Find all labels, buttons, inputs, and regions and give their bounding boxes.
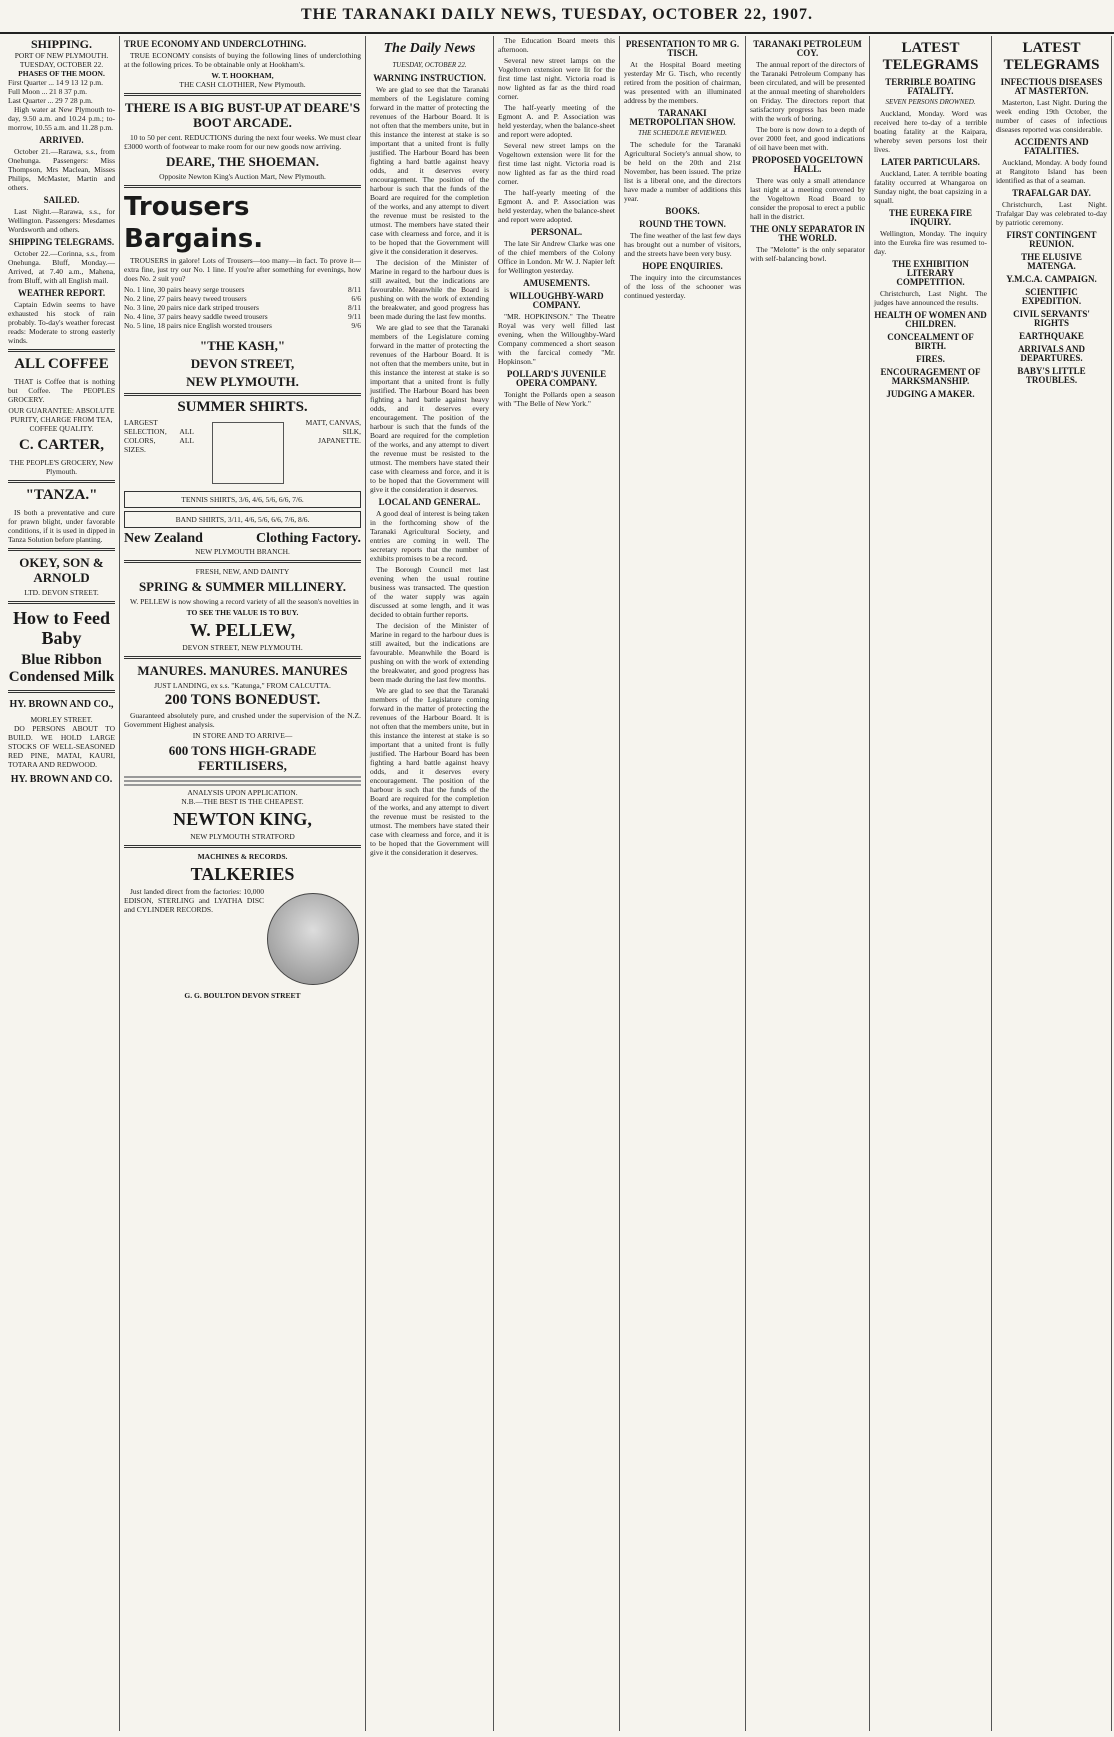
hope-text: The inquiry into the circumstances of the loss of the schooner was continued yesterday. <box>624 273 741 300</box>
boating-sub: SEVEN PERSONS DROWNED. <box>885 98 976 106</box>
moon-1: First Quarter ... 14 9 13 12 p.m. <box>8 78 103 87</box>
matenga-heading: THE ELUSIVE MATENGA. <box>1021 252 1082 271</box>
tanza-heading: "TANZA." <box>25 487 98 503</box>
summer-right: MATT, CANVAS, SILK, JAPANETTE. <box>305 418 361 445</box>
boating-heading: TERRIBLE BOATING FATALITY. <box>885 77 976 96</box>
editorial-heading: WARNING INSTRUCTION. <box>373 73 486 83</box>
books-heading: BOOKS. <box>665 206 700 216</box>
analysis-text: ANALYSIS UPON APPLICATION. <box>187 788 298 797</box>
earthquake-heading: EARTHQUAKE <box>1019 331 1084 341</box>
weather-text: Captain Edwin seems to have exhausted his stock of rain probably. To-day's weather forecast reads: Moderate to strong easterly winds. <box>8 300 115 345</box>
show-text: The schedule for the Taranaki Agricultural Society's annual show, to be held on the 20th and 21st November, has been issued. The prize list is a liberal one, and the directors have made a number of additions this year. <box>624 140 741 203</box>
editorial-p1-repeat: We are glad to see that the Taranaki members of the Legislature coming forward in the matter of protecting the revenues of the Harbour Board. It is not often that the members unite, but in this instance the interest at stake is so important that a united front is fully justified. The Harbour Board has been fighting a hard battle against heavy odds, and it deserves every encouragement. The position of the harbour is such that the funds of the Board are required for the completion of the works, and any attempt to divert the revenue must be resisted to the utmost. The members have stated their case with clearness and force, and it is to be hoped that the Government will give it the consideration it deserves. <box>370 323 489 494</box>
summer-heading: SUMMER SHIRTS. <box>177 399 308 415</box>
divider <box>8 601 115 604</box>
price-row <box>124 321 361 330</box>
pollard-text: Tonight the Pollards open a season with "The Belle of New York." <box>498 390 615 408</box>
kash-name: "THE KASH," <box>199 338 286 353</box>
judging-heading: JUDGING A MAKER. <box>886 389 975 399</box>
arrive-text: IN STORE AND TO ARRIVE— <box>192 731 293 740</box>
pollard-heading: POLLARD'S JUVENILE OPERA COMPANY. <box>506 369 607 388</box>
price-row <box>124 294 361 303</box>
coffee-heading: ALL COFFEE <box>14 356 109 372</box>
pellew-name: W. PELLEW, <box>189 620 296 640</box>
port-line: PORT OF NEW PLYMOUTH. <box>14 51 109 60</box>
show-heading: TARANAKI METROPOLITAN SHOW. <box>629 108 736 127</box>
local-p4: We are glad to see that the Taranaki members of the Legislature coming forward in the matter of protecting the revenues of the Harbour Board. It is not often that the members unite, but in this instance the interest at stake is so important that a united front is fully justified. The Harbour Board has been fighting a hard battle against heavy odds, and it deserves every encouragement. The position of the harbour is such that the funds of the Board are required for the completion of the works, and any attempt to divert the revenue must be resisted to the utmost. The members have stated their case with clearness and force, and it is to be hoped that the Government will give it the consideration it deserves. <box>370 686 489 857</box>
exhibition-heading: THE EXHIBITION LITERARY COMPETITION. <box>892 259 969 287</box>
divider <box>8 480 115 483</box>
local-p3: The decision of the Minister of Marine in regard to the harbour dues is still awaited, but the indications are favourable. Meanwhile the Board is pushing on with the work of extending the breakwater, and good progress has been made during the last few months. <box>370 621 489 684</box>
carter-heading: C. CARTER, <box>19 437 104 453</box>
deare-sub: Opposite Newton King's Auction Mart, New Plymouth. <box>159 172 326 181</box>
price-label: No. 1 line, 30 pairs heavy serge trousers <box>124 285 245 294</box>
divider <box>124 93 361 96</box>
talkeries-body <box>124 887 361 991</box>
trousers-heading: Trousers <box>124 192 250 222</box>
column-ads <box>120 36 366 1731</box>
nz-heading: New Zealand <box>124 531 203 546</box>
divider <box>124 560 361 563</box>
willoughby-text: "MR. HOPKINSON." The Theatre Royal was very well filled last evening, when the Willoughby-Ward Company commenced a short season with the farcical comedy "Mr. Hopkinson." <box>498 312 615 366</box>
price-row <box>124 285 361 294</box>
date-line: TUESDAY, OCTOBER 22. <box>19 60 104 69</box>
weather-heading: WEATHER REPORT. <box>17 288 106 298</box>
deare-name: DEARE, THE SHOEMAN. <box>166 154 319 169</box>
talkeries-heading: TALKERIES <box>190 864 295 884</box>
divider <box>124 185 361 188</box>
trafalgar-text: Christchurch, Last Night. Trafalgar Day was celebrated to-day by patriotic ceremony. <box>996 200 1107 227</box>
manures-heading: MANURES. MANURES. MANURES <box>137 663 348 678</box>
presentation-text: At the Hospital Board meeting yesterday Mr G. Tisch, who recently retired from the position of chairman, was presented with an illuminated address by the members. <box>624 60 741 105</box>
edison-portrait <box>267 893 359 985</box>
brown-heading: HY. BROWN AND CO., <box>9 699 114 710</box>
news-p2: The half-yearly meeting of the Egmont A. and P. Association was held yesterday, when the balance-sheet and report were adopted. <box>498 103 615 139</box>
sailed-heading: SAILED. <box>43 195 80 205</box>
moon-2: Full Moon ... 21 8 37 p.m. <box>8 87 87 96</box>
arrived-text: October 21.—Rarawa, s.s., from Onehunga. Passengers: Miss Thompson, Mrs Maclean, Misses Philips, McMaster, Martin and others. <box>8 147 115 192</box>
column-editorial <box>366 36 494 1731</box>
okey-heading: OKEY, SON & ARNOLD <box>19 555 104 585</box>
economy-text: TRUE ECONOMY consists of buying the following lines of underclothing at the following prices. To be obtainable only at Hookham's. <box>124 51 361 69</box>
vogeltown-text: There was only a small attendance last night at a meeting convened by the Vogeltown Road Board to consider the proposal to erect a public hall in the district. <box>750 176 865 221</box>
concealment-heading: CONCEALMENT OF BIRTH. <box>887 332 974 351</box>
petroleum-text-2: The bore is now down to a depth of over 2000 feet, and good indications of oil have been met with. <box>750 125 865 152</box>
boating-text: Auckland, Monday. Word was received here to-day of a terrible boating fatality at the Kaipara, whereby seven persons lost their lives. <box>874 109 987 154</box>
summer-left: LARGEST SELECTION, ALL COLORS, ALL SIZES. <box>124 418 194 454</box>
fresh-text: FRESH, NEW, AND DAINTY <box>195 567 290 576</box>
divider <box>124 845 361 848</box>
exhibition-text: Christchurch, Last Night. The judges have announced the results. <box>874 289 987 307</box>
blue-ribbon-heading: Blue Ribbon Condensed Milk <box>8 652 115 685</box>
hookham-sub: THE CASH CLOTHIER, New Plymouth. <box>179 80 306 89</box>
telegrams-heading: LATEST TELEGRAMS <box>882 40 979 73</box>
price-value: 8/11 <box>347 303 361 312</box>
nz-sub: NEW PLYMOUTH BRANCH. <box>195 547 290 556</box>
telegrams-heading: SHIPPING TELEGRAMS. <box>8 237 115 247</box>
okey-sub: LTD. DEVON STREET. <box>24 588 99 597</box>
pellew-text: W. PELLEW is now showing a record variety of all the season's novelties in <box>130 597 359 606</box>
trousers-text: TROUSERS in galore! Lots of Trousers—too many—in fact. To prove it—extra fine, just try our No. 1 line. If you're after something for evenings, how does No. 2 suit you? <box>124 256 361 283</box>
editorial-p2: The decision of the Minister of Marine in regard to the harbour dues is still awaited, but the indications are favourable. Meanwhile the Board is pushing on with the work of extending the breakwater, and good progress has been made during the last few months. <box>370 258 489 321</box>
arrivals-heading: ARRIVALS AND DEPARTURES. <box>1017 344 1086 363</box>
brown-text: DO PERSONS ABOUT TO BUILD. WE HOLD LARGE STOCKS OF WELL-SEASONED RED PINE, MATAI, KAURI, TOTARA AND REDWOOD. <box>8 724 115 769</box>
carter-sub: THE PEOPLE'S GROCERY, New Plymouth. <box>9 458 114 476</box>
feed-heading: How to Feed Baby <box>13 608 110 648</box>
later-text: Auckland, Later. A terrible boating fatality occurred at Whangaroa on Sunday night, the boat capsizing in a squall. <box>874 169 987 205</box>
moon-heading: PHASES OF THE MOON. <box>18 69 105 78</box>
news-p1: Several new street lamps on the Vogeltown extension were lit for the first time last night. Victoria road is now lighted as far as the third road corner. <box>498 56 615 101</box>
later-heading: LATER PARTICULARS. <box>881 157 980 167</box>
price-value: 8/11 <box>347 285 361 294</box>
nz-clothing <box>124 531 361 547</box>
tanza-text: IS both a preventative and cure for prawn blight, under favorable conditions, if it is used in dipped in Tanza Solution before planting. <box>8 508 115 544</box>
kash-street: DEVON STREET, <box>190 356 295 371</box>
vogeltown-heading: PROPOSED VOGELTOWN HALL. <box>752 155 863 174</box>
fert-heading: 600 TONS HIGH-GRADE FERTILISERS, <box>168 743 317 773</box>
guarantee-text: OUR GUARANTEE: ABSOLUTE PURITY, CHARGE FROM TEA, COFFEE QUALITY. <box>8 406 115 433</box>
bust-heading: THERE IS A BIG BUST-UP AT DEARE'S BOOT ARCADE. <box>124 100 361 130</box>
masthead: THE TARANAKI DAILY NEWS, TUESDAY, OCTOBER 22, 1907. <box>0 0 1114 34</box>
news-p2b: The half-yearly meeting of the Egmont A. and P. Association was held yesterday, when the balance-sheet and report were adopted. <box>498 188 615 224</box>
accidents-text: Auckland, Monday. A body found at Rangitoto Island has been identified as that of a seaman. <box>996 158 1107 185</box>
price-value: 9/11 <box>347 312 361 321</box>
machines-heading: MACHINES & RECORDS. <box>197 852 288 861</box>
personal-text: The late Sir Andrew Clarke was one of the chief members of the Colony Office in London. Mr W. J. Napier left for Wellington yesterday. <box>498 239 615 275</box>
willoughby-heading: WILLOUGHBY-WARD COMPANY. <box>509 291 604 310</box>
shirt-illustration <box>212 422 284 484</box>
telegrams-heading-2: LATEST TELEGRAMS <box>1003 40 1100 73</box>
filler <box>124 780 361 782</box>
eureka-heading: THE EUREKA FIRE INQUIRY. <box>888 208 973 227</box>
filler <box>124 776 361 778</box>
column-telegrams-1 <box>870 36 992 1731</box>
marksmanship-heading: ENCOURAGEMENT OF MARKSMANSHIP. <box>880 367 981 386</box>
price-value: 9/6 <box>351 321 361 330</box>
bonedust-text: Guaranteed absolutely pure, and crushed under the supervision of the N.Z. Government Highest analysis. <box>124 711 361 729</box>
talkeries-text: Just landed direct from the factories: 10,000 EDISON, STERLING and LYATHA DISC and CYLINDER RECORDS. <box>124 887 264 914</box>
editorial-date: TUESDAY, OCTOBER 22. <box>392 61 467 69</box>
round-text: The fine weather of the last few days has brought out a number of visitors, and the streets have been very busy. <box>624 231 741 258</box>
kash-town: NEW PLYMOUTH. <box>186 374 299 389</box>
boulton-footer: G. G. BOULTON DEVON STREET <box>184 991 301 1000</box>
clothing-heading: Clothing Factory. <box>256 531 361 546</box>
local-heading: LOCAL AND GENERAL. <box>378 497 481 507</box>
paper-title: The Daily News <box>383 41 476 56</box>
separator-text: The "Melotte" is the only separator with self-balancing bowl. <box>750 245 865 263</box>
local-p1: A good deal of interest is being taken in the forthcoming show of the Taranaki Agricultural Society, and entries are coming in well. The secretary reports that the number of exhibits promises to be a record. <box>370 509 489 563</box>
news-p0: The Education Board meets this afternoon. <box>498 36 615 54</box>
column-shipping <box>4 36 120 1731</box>
newton-sub: NEW PLYMOUTH STRATFORD <box>190 832 295 841</box>
price-label: No. 4 line, 37 pairs heavy saddle tweed trousers <box>124 312 268 321</box>
divider <box>8 349 115 352</box>
petroleum-heading: TARANAKI PETROLEUM COY. <box>753 39 862 58</box>
price-row <box>124 312 361 321</box>
health-heading: HEALTH OF WOMEN AND CHILDREN. <box>874 310 987 329</box>
divider <box>8 548 115 551</box>
sailed-text: Last Night.—Rarawa, s.s., for Wellington. Passengers: Mesdames Wordsworth and others. <box>8 207 115 234</box>
pellew-sub: DEVON STREET, NEW PLYMOUTH. <box>182 643 303 652</box>
contingent-heading: FIRST CONTINGENT REUNION. <box>1006 230 1097 249</box>
fires-heading: FIRES. <box>916 354 945 364</box>
economy-heading: TRUE ECONOMY AND UNDERCLOTHING. <box>124 39 307 49</box>
spring-heading: SPRING & SUMMER MILLINERY. <box>138 579 347 594</box>
summer-body <box>124 418 361 488</box>
landing-text: JUST LANDING, ex s.s. "Katunga," FROM CALCUTTA. <box>154 681 331 690</box>
infectious-text: Masterton, Last Night. During the week ending 19th October, the number of cases of infectious diseases reported was considerable. <box>996 98 1107 134</box>
tide-text: High water at New Plymouth to-day, 9.50 a.m. and 10.24 p.m.; to-morrow, 10.55 a.m. and 11.28 p.m. <box>8 105 115 132</box>
local-p2: The Borough Council met last evening when the usual routine business was transacted. The question of the water supply was again discussed at some length, and it was decided to obtain further reports. <box>370 565 489 619</box>
moon-3: Last Quarter ... 29 7 28 p.m. <box>8 96 93 105</box>
bust-text: 10 to 50 per cent. REDUCTIONS during the next four weeks. We must clear £3000 worth of footwear to make room for our new goods now arriving. <box>124 133 361 151</box>
amusements-heading: AMUSEMENTS. <box>523 278 590 288</box>
eureka-text: Wellington, Monday. The inquiry into the Eureka fire was resumed to-day. <box>874 229 987 256</box>
accidents-heading: ACCIDENTS AND FATALITIES. <box>1014 137 1089 156</box>
hookham-name: W. T. HOOKHAM, <box>211 71 274 80</box>
infectious-heading: INFECTIOUS DISEASES AT MASTERTON. <box>1000 77 1103 96</box>
show-sub: THE SCHEDULE REVIEWED. <box>638 129 727 137</box>
round-heading: ROUND THE TOWN. <box>639 219 726 229</box>
news-p1b: Several new street lamps on the Vogeltown extension were lit for the first time last night. Victoria road is now lighted as far as the third road corner. <box>498 141 615 186</box>
petroleum-text: The annual report of the directors of the Taranaki Petroleum Company has been circulated, and will be presented at the annual meeting of shareholders on Friday. The directors report that satisfactory progress has been made with the work of boring. <box>750 60 865 123</box>
brown-sub: MORLEY STREET. <box>30 715 93 724</box>
price-label: No. 3 line, 20 pairs nice dark striped trousers <box>124 303 259 312</box>
band-shirts: BAND SHIRTS, 3/11, 4/6, 5/6, 6/6, 7/6, 8/6. <box>124 511 361 528</box>
bargains-heading: Bargains. <box>124 224 264 254</box>
price-value: 6/6 <box>351 294 361 303</box>
editorial-p1: We are glad to see that the Taranaki members of the Legislature coming forward in the matter of protecting the revenues of the Harbour Board. It is not often that the members unite, but in this instance the interest at stake is so important that a united front is fully justified. The Harbour Board has been fighting a hard battle against heavy odds, and it deserves every encouragement. The position of the harbour is such that the funds of the Board are required for the completion of the works, and any attempt to divert the revenue must be resisted to the utmost. The members have stated their case with clearness and force, and it is to be hoped that the Government will give it the consideration it deserves. <box>370 85 489 256</box>
divider <box>8 690 115 693</box>
hope-heading: HOPE ENQUIRIES. <box>642 261 723 271</box>
column-news <box>494 36 620 1731</box>
telegrams-text: October 22.—Corinna, s.s., from Onehunga. Bluff, Monday.—Arrived, at 7.40 a.m., Mahena, from Bluff, with all English mail. <box>8 249 115 285</box>
column-petroleum <box>746 36 870 1731</box>
filler <box>124 784 361 786</box>
bonedust-heading: 200 TONS BONEDUST. <box>164 692 321 708</box>
column-telegrams-2 <box>992 36 1112 1731</box>
cheapest-text: N.B.—THE BEST IS THE CHEAPEST. <box>181 797 304 806</box>
price-row <box>124 303 361 312</box>
separator-heading: THE ONLY SEPARATOR IN THE WORLD. <box>750 224 865 243</box>
personal-heading: PERSONAL. <box>530 227 583 237</box>
newton-name: NEWTON KING, <box>173 809 312 829</box>
ymca-heading: Y.M.C.A. CAMPAIGN. <box>1006 274 1097 284</box>
shipping-heading: SHIPPING. <box>30 37 92 51</box>
tennis-shirts: TENNIS SHIRTS, 3/6, 4/6, 5/6, 6/6, 7/6. <box>124 491 361 508</box>
scientific-heading: SCIENTIFIC EXPEDITION. <box>1021 287 1082 306</box>
baby-heading: BABY'S LITTLE TROUBLES. <box>1017 366 1086 385</box>
coffee-text: THAT is Coffee that is nothing but Coffee. The PEOPLES GROCERY. <box>8 377 115 404</box>
trafalgar-heading: TRAFALGAR DAY. <box>1012 188 1091 198</box>
price-label: No. 5 line, 18 pairs nice English worsted trousers <box>124 321 272 330</box>
presentation-heading: PRESENTATION TO MR G. TISCH. <box>625 39 740 58</box>
column-presentation <box>620 36 746 1731</box>
civil-heading: CIVIL SERVANTS' RIGHTS <box>1013 309 1090 328</box>
arrived-heading: ARRIVED. <box>39 135 84 145</box>
see-text: TO SEE THE VALUE IS TO BUY. <box>186 608 299 617</box>
price-label: No. 2 line, 27 pairs heavy tweed trousers <box>124 294 247 303</box>
brown-heading-2: HY. BROWN AND CO. <box>10 774 113 785</box>
divider <box>124 656 361 659</box>
divider <box>124 393 361 396</box>
